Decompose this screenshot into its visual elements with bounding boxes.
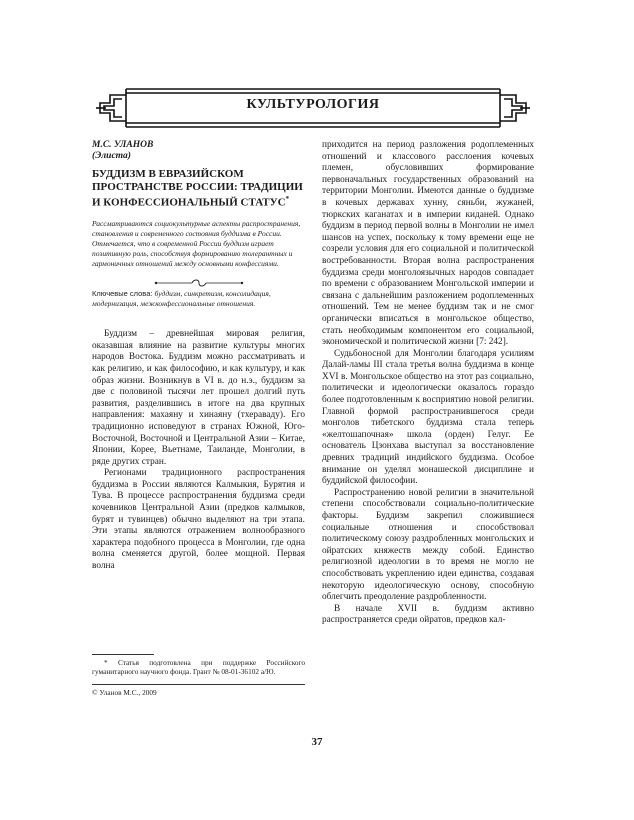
author-city: (Элиста) — [92, 151, 131, 161]
copyright-rule — [92, 684, 305, 685]
keywords-label: Ключевые слова: — [92, 289, 153, 299]
paragraph: Буддизм – древнейшая мировая религия, оказавшая влияние на развитие культуры многих народов Востока. Буддизм можно рассматривать и как религию, и как философию, и как культуру, и как образ жизни. Возникнув в VI в. до н.э., буддизм за две с половиной тысячи лет прошел долгий путь развития, разделившись в итоге на два крупных направления: махаяну и хинаяну (тхераваду). Его традиционно исповедуют в странах Южной, Юго-Восточной, Восточной и Центральной Азии – Китае, Японии, Корее, Вьетнаме, Таиланде, Монголии, в ряде других стран. — [92, 329, 305, 467]
section-banner — [92, 85, 534, 131]
title-footnote-mark: * — [285, 195, 290, 203]
right-column — [322, 140, 534, 627]
footnote: * Статья подготовлена при поддержке Российского гуманитарного научного фонда. Грант № 08-01-36102 а/Ю. — [92, 658, 305, 677]
article-title — [92, 168, 305, 209]
footnote-rule — [92, 654, 154, 655]
abstract: Рассматриваются социокультурные аспекты распространения, становления и современного состояния буддизма в России. Отмечается, что в современной России буддизм играет позитивную роль, способствуя формированию толерантных и гармоничных отношений между основными конфессиями. — [92, 219, 301, 269]
paragraph: Судьбоносной для Монголии благодаря усилиям Далай-ламы III стала третья волна буддизма в конце XVI в. Монгольское общество на этот раз социально, политически и идеологически оказалось гораздо более подготовленным к восприятию новой религии. Главной формой распространившегося среди монголов тибетского буддизма стала теперь «желтошапочная» школа (орден) Гелуг. Ее основатель Цзонхава выступал за восстановление древних традиций индийского буддизма. Особое внимание он уделял монашеской дисциплине и буддийской философии. — [322, 348, 534, 487]
paragraph: В начале XVII в. буддизм активно распространяется среди ойратов, предков кал- — [322, 603, 534, 626]
left-body-text — [92, 329, 305, 572]
swirl-divider-icon — [154, 278, 244, 288]
divider-ornament — [92, 275, 305, 285]
copyright: © Уланов М.С., 2009 — [92, 688, 157, 697]
paragraph: Распространению новой религии в значительной степени способствовали социально-политические факторы. Буддизм закрепил сложившиеся социальные отношения и способствовал политическому союзу раздробленных монгольских и ойратских княжеств между собой. Единство религиозной идеологии в то время не могло не способствовать укреплению идеи единства, создавая некоторую идеологическую основу, способную облегчить преодоление раздробленности. — [322, 487, 534, 603]
author-name: М.С. УЛАНОВ — [92, 140, 154, 150]
section-title: КУЛЬТУРОЛОГИЯ — [246, 97, 380, 112]
page-number: 37 — [311, 736, 323, 748]
left-column — [92, 140, 305, 573]
keywords-list: буддизм, синкретизм, консолидация, модернизация, межконфессиональные отношения. — [92, 289, 271, 309]
paragraph: приходится на период разложения родоплеменных отношений и классового расслоения кочевых племен, обусловивших формирование первоначальных государственных образований на территории Монголии. Имеются данные о буддизме в кочевых державах хунну, сяньби, жужаней, тюркских каганатах и в империи киданей. Однако буддизм в период первой волны в Монголии не имел шансов на успех, поскольку к тому времени еще не созрели условия для его социальной и политической востребованности. Вторая волна распространения буддизма среди монголоязычных народов совпадает по времени с образованием Монгольской империи и связана с дальнейшим разложением родоплеменных отношений. Тем не менее буддизм так и не смог органически вписаться в монгольское общество, стать необходимым компонентом его социальной, экономической и политической жизни [7: 242]. — [322, 140, 534, 348]
paragraph: Регионами традиционного распространения буддизма в России являются Калмыкия, Бурятия и Тува. В процессе распространения буддизма среди кочевников Центральной Азии (предков калмыков, бурят и тувинцев) обычно выделяют на три этапа. Эти этапы являются отражением волнообразного характера подобного процесса в Монголии, где одна волна сменяется другой, более мощной. Первая волна — [92, 468, 305, 572]
keywords — [92, 289, 305, 309]
article-title-text: БУДДИЗМ В ЕВРАЗИЙСКОМ ПРОСТРАНСТВЕ РОССИИ: ТРАДИЦИИ И КОНФЕССИОНАЛЬНЫЙ СТАТУС — [92, 168, 303, 209]
